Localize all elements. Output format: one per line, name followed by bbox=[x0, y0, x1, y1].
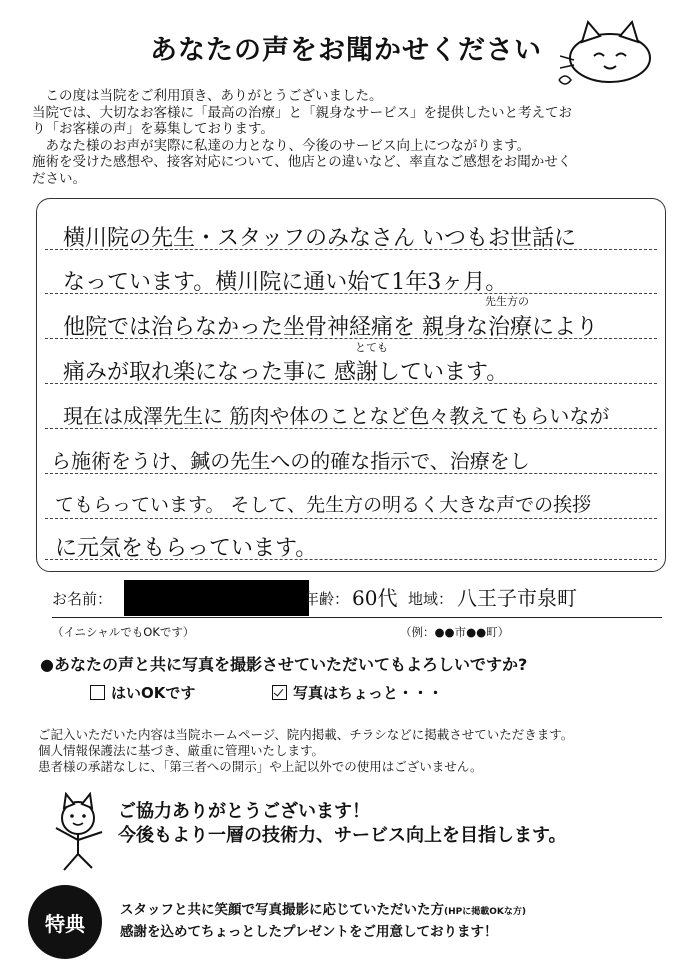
photo-question: ●あなたの声と共に写真を撮影させていただいてもよろしいですか? bbox=[40, 655, 528, 674]
testimonial-line: なっています。横川院に通い始て1年3ヶ月。 bbox=[63, 270, 508, 295]
thanks-line: 今後もより一層の技術力、サービス向上を目指します。 bbox=[118, 825, 567, 846]
testimonial-line: てもらっています。 そして、先生方の明るく大きな声での挨拶 bbox=[55, 494, 592, 516]
intro-line: り「お客様の声」を募集しております。 bbox=[32, 121, 274, 137]
insertion-note: 先生方の bbox=[485, 295, 529, 308]
thanks-message bbox=[118, 800, 567, 848]
swirl-decoration-icon bbox=[555, 70, 575, 90]
testimonial-line: 横川院の先生・スタッフのみなさん いつもお世話に bbox=[63, 226, 576, 251]
intro-line: ださい。 bbox=[32, 170, 86, 187]
checkbox-no[interactable] bbox=[272, 685, 287, 700]
testimonial-line: 他院では治らなかった坐骨神経痛を 親身な治療により bbox=[63, 315, 598, 340]
age-label: 年齢： bbox=[304, 590, 350, 608]
notice-line: 患者様の承諾なしに、「第三者への開示」や上記以外での使用はございません。 bbox=[38, 759, 483, 774]
underline bbox=[52, 617, 662, 618]
area-value: 八王子市泉町 bbox=[457, 586, 577, 610]
insertion-note: とても bbox=[355, 341, 388, 354]
gift-line-1: スタッフと共に笑顔で写真撮影に応じていただいた方 bbox=[120, 902, 444, 918]
age-value: 60代 bbox=[352, 586, 398, 610]
testimonial-line: 現在は成澤先生に 筋肉や体のことなど色々教えてもらいなが bbox=[63, 404, 610, 428]
testimonial-box bbox=[36, 198, 666, 572]
checkbox-yes[interactable] bbox=[90, 685, 105, 700]
intro-line: 施術を受けた感想や、接客対応について、他店との違いなど、率直なご感想をお聞かせく bbox=[32, 154, 572, 170]
dancing-cat-icon bbox=[42, 792, 114, 874]
gift-line-2: 感謝を込めてちょっとしたプレゼントをご用意しております！ bbox=[120, 924, 498, 940]
testimonial-line: 痛みが取れ楽になった事に 感謝しています。 bbox=[63, 360, 509, 385]
name-label: お名前： bbox=[52, 590, 113, 608]
page-title: あなたの声をお聞かせください bbox=[150, 35, 542, 66]
intro-line: あなた様のお声が実際に私達の力となり、今後のサービス向上につながります。 bbox=[32, 137, 531, 154]
intro-text bbox=[32, 88, 672, 187]
respondent-info-row bbox=[52, 578, 662, 618]
name-hint: （イニシャルでもOKです） bbox=[52, 625, 195, 639]
thanks-line: ご協力ありがとうございます！ bbox=[118, 801, 370, 822]
redacted-name bbox=[124, 580, 309, 616]
gift-badge: 特典 bbox=[28, 885, 102, 959]
area-label: 地域： bbox=[408, 590, 454, 608]
testimonial-line: ら施術をうけ、鍼の先生への的確な指示で、治療をし bbox=[51, 449, 530, 473]
ruled-line bbox=[45, 518, 657, 519]
option-yes[interactable] bbox=[90, 682, 195, 703]
option-yes-label: はいOKです bbox=[111, 684, 196, 702]
option-no-label: 写真はちょっと・・・ bbox=[293, 684, 444, 702]
intro-line: 当院では、大切なお客様に「最高の治療」と「親身なサービス」を提供したいと考えてお bbox=[32, 104, 572, 121]
area-hint: （例：●●市●●町） bbox=[400, 625, 510, 639]
notice-line: 個人情報保護法に基づき、厳重に管理いたします。 bbox=[38, 743, 325, 758]
privacy-notice bbox=[38, 727, 678, 775]
cat-mascot-icon bbox=[560, 18, 660, 88]
gift-text bbox=[120, 900, 526, 942]
testimonial-line: に元気をもらっています。 bbox=[55, 536, 318, 561]
option-no[interactable] bbox=[272, 682, 443, 703]
notice-line: ご記入いただいた内容は当院ホームページ、院内掲載、チラシなどに掲載させていただきます。 bbox=[38, 727, 574, 742]
intro-line: この度は当院をご利用頂き、ありがとうございました。 bbox=[32, 88, 383, 104]
gift-line-1-note: (HPに掲載OKな方) bbox=[444, 907, 526, 917]
